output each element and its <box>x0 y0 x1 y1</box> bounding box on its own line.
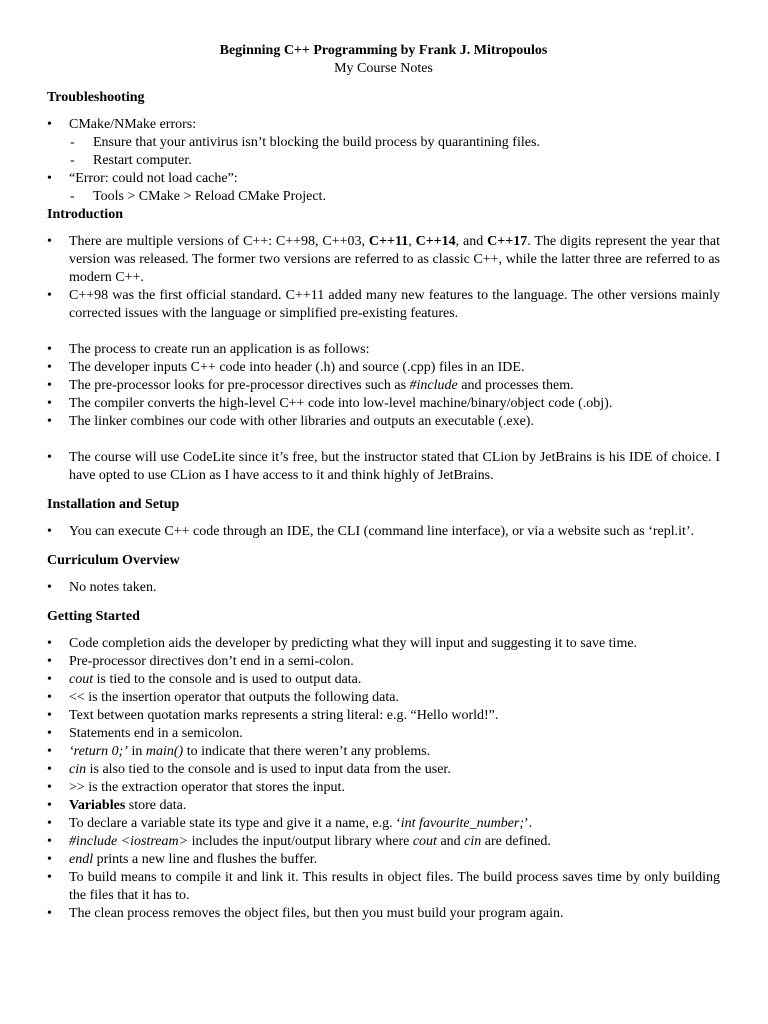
bullet-icon: • <box>47 726 52 741</box>
bullet-icon: • <box>47 288 52 303</box>
list-item: • The clean process removes the object files, but then you must build your program again. <box>47 906 564 921</box>
heading-curriculum: Curriculum Overview <box>47 553 180 568</box>
list-item: • << is the insertion operator that outputs the following data. <box>47 690 399 705</box>
list-item: • #include <iostream> includes the input/output library where cout and cin are defined. <box>47 834 551 849</box>
list-item: • Pre-processor directives don’t end in a semi-colon. <box>47 654 354 669</box>
bullet-icon: • <box>47 762 52 777</box>
bullet-icon: • <box>47 708 52 723</box>
list-item: • The linker combines our code with other libraries and outputs an executable (.exe). <box>47 414 534 429</box>
list-item: • Statements end in a semicolon. <box>47 726 243 741</box>
dash-icon: - <box>70 189 75 204</box>
list-item: • You can execute C++ code through an IDE, the CLI (command line interface), or via a website such as ‘repl.it’. <box>47 524 695 539</box>
list-item: • ‘return 0;’ in main() to indicate that there weren’t any problems. <box>47 744 431 759</box>
bullet-icon: • <box>47 117 52 132</box>
ide-list <box>47 449 720 485</box>
list-item: • “Error: could not load cache”: <box>47 171 238 186</box>
list-item: • To build means to compile it and link it. This results in object files. The build process saves time by only building the files that it has to. <box>47 870 720 903</box>
bullet-icon: • <box>47 744 52 759</box>
document-page <box>47 42 720 923</box>
list-item: • Text between quotation marks represents a string literal: e.g. “Hello world!”. <box>47 708 499 723</box>
sub-item: - Ensure that your antivirus isn’t blocking the build process by quarantining files. <box>70 135 540 150</box>
bullet-icon: • <box>47 342 52 357</box>
heading-troubleshooting: Troubleshooting <box>47 90 145 105</box>
list-item: • The process to create run an application is as follows: <box>47 342 370 357</box>
list-item: • CMake/NMake errors: <box>47 117 197 132</box>
list-item: • To declare a variable state its type and give it a name, e.g. ‘int favourite_number;’. <box>47 816 533 831</box>
bullet-icon: • <box>47 816 52 831</box>
bullet-icon: • <box>47 636 52 651</box>
bullet-icon: • <box>47 360 52 375</box>
process-list <box>47 341 720 431</box>
list-item: • C++98 was the first official standard. C++11 added many new features to the language. The other versions mainly corrected issues with the language or simplified pre-existing features. <box>47 288 720 321</box>
installation-list <box>47 523 720 541</box>
heading-introduction: Introduction <box>47 207 123 222</box>
bullet-icon: • <box>47 852 52 867</box>
curriculum-list <box>47 579 720 597</box>
sub-item: - Tools > CMake > Reload CMake Project. <box>70 189 326 204</box>
troubleshooting-list-2 <box>47 170 720 188</box>
bullet-icon: • <box>47 798 52 813</box>
bullet-icon: • <box>47 870 52 885</box>
bullet-icon: • <box>47 524 52 539</box>
bullet-icon: • <box>47 171 52 186</box>
heading-getting-started: Getting Started <box>47 609 140 624</box>
dash-icon: - <box>70 153 75 168</box>
list-item: • >> is the extraction operator that stores the input. <box>47 780 345 795</box>
document-subtitle: My Course Notes <box>334 61 433 76</box>
bullet-icon: • <box>47 414 52 429</box>
document-title: Beginning C++ Programming by Frank J. Mitropoulos <box>219 43 548 58</box>
introduction-list <box>47 233 720 323</box>
bullet-icon: • <box>47 396 52 411</box>
list-item: • There are multiple versions of C++: C++98, C++03, C++11, C++14, and C++17. The digits represent the year that version was released. The former two versions are referred to as classic C++, while the latter three are referred to as modern C++. <box>47 234 721 285</box>
bullet-icon: • <box>47 780 52 795</box>
list-item: • cout is tied to the console and is used to output data. <box>47 672 362 687</box>
list-item: • Variables store data. <box>47 798 187 813</box>
list-item: • The compiler converts the high-level C++ code into low-level machine/binary/object code (.obj). <box>47 396 613 411</box>
bullet-icon: • <box>47 450 52 465</box>
bullet-icon: • <box>47 654 52 669</box>
getting-started-list <box>47 635 720 923</box>
bullet-icon: • <box>47 672 52 687</box>
list-item: • No notes taken. <box>47 580 157 595</box>
troubleshooting-list <box>47 116 720 134</box>
list-item: • The pre-processor looks for pre-processor directives such as #include and processes them. <box>47 378 574 393</box>
bullet-icon: • <box>47 234 52 249</box>
list-item: • endl prints a new line and flushes the buffer. <box>47 852 318 867</box>
sub-item: - Restart computer. <box>70 153 192 168</box>
list-item: • The developer inputs C++ code into header (.h) and source (.cpp) files in an IDE. <box>47 360 525 375</box>
bullet-icon: • <box>47 690 52 705</box>
bullet-icon: • <box>47 580 52 595</box>
bullet-icon: • <box>47 834 52 849</box>
list-item: • The course will use CodeLite since it’s free, but the instructor stated that CLion by JetBrains is his IDE of choice. I have opted to use CLion as I have access to it and think highly of JetBrains. <box>47 450 720 483</box>
bullet-icon: • <box>47 906 52 921</box>
bullet-icon: • <box>47 378 52 393</box>
list-item: • Code completion aids the developer by predicting what they will input and suggesting it to save time. <box>47 636 638 651</box>
list-item: • cin is also tied to the console and is used to input data from the user. <box>47 762 451 777</box>
heading-installation: Installation and Setup <box>47 497 180 512</box>
dash-icon: - <box>70 135 75 150</box>
